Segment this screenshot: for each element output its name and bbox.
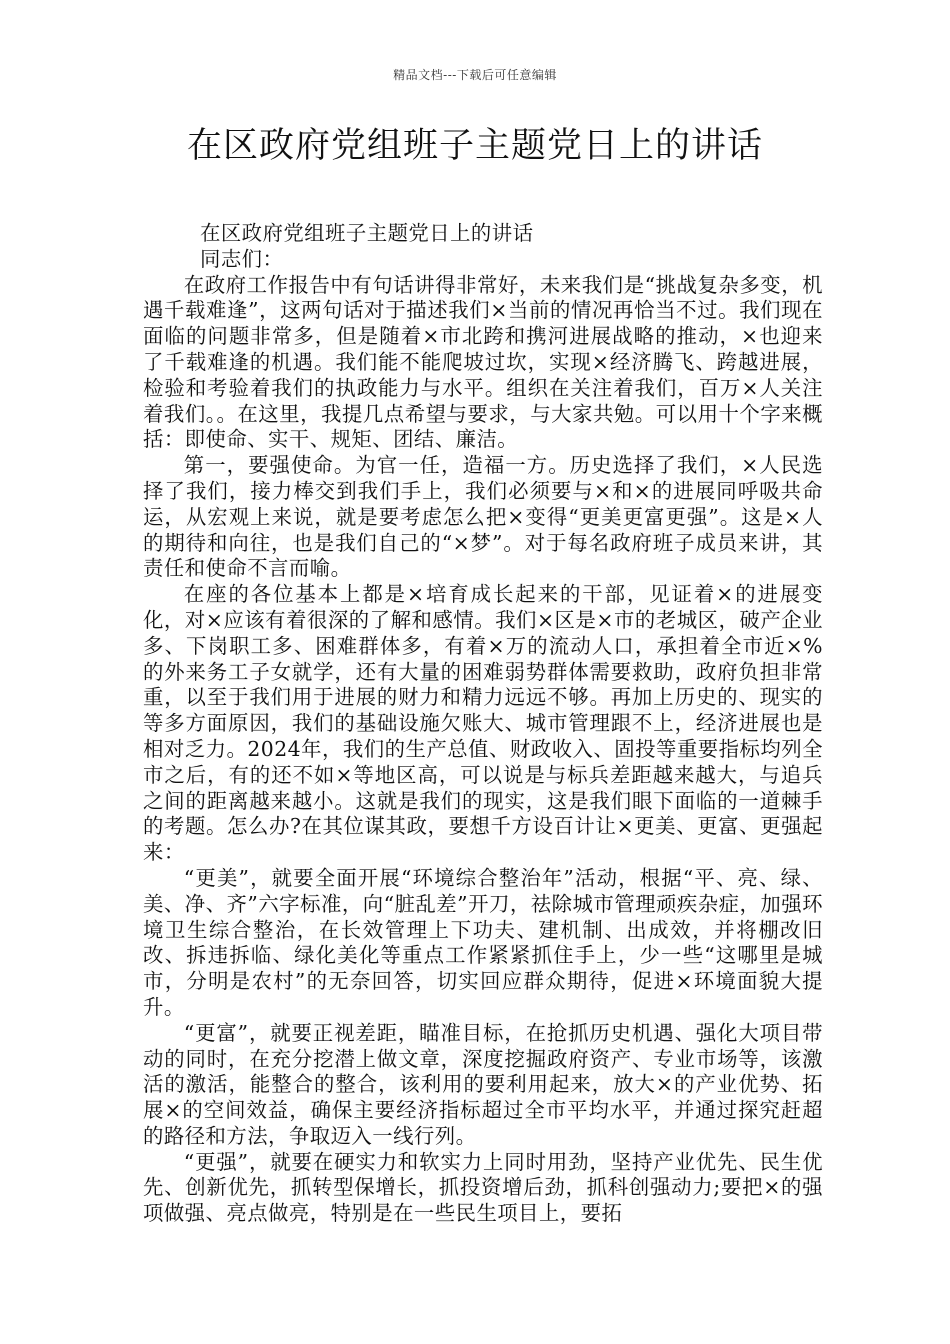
document-body [143, 221, 823, 1227]
paragraph: 第一，要强使命。为官一任，造福一方。历史选择了我们，×人民选择了我们，接力棒交到我们手上，我们必须要与×和×的进展同呼吸共命运，从宏观上来说，就是要考虑怎么把×变得“更美更富更强”。这是×人的期待和向往，也是我们自己的“×梦”。对于每名政府班子成员来讲，其责任和使命不言而喻。 [143, 453, 823, 581]
greeting: 同志们： [200, 246, 284, 271]
header-note: 精品文档---下载后可任意编辑 [393, 68, 557, 82]
document-title: 在区政府党组班子主题党日上的讲话 [186, 126, 763, 166]
paragraph: “更富”，就要正视差距，瞄准目标，在抢抓历史机遇、强化大项目带动的同时，在充分挖潜上做文章，深度挖掘政府资产、专业市场等，该激活的激活，能整合的整合，该利用的要利用起来，放大×的产业优势、拓展×的空间效益，确保主要经济指标超过全市平均水平，并通过探究赶超的路径和方法，争取迈入一线行列。 [143, 1020, 823, 1148]
paragraph: “更强”，就要在硬实力和软实力上同时用劲，坚持产业优先、民生优先、创新优先，抓转型保增长，抓投资增后劲，抓科创强动力;要把×的强项做强、亮点做亮，特别是在一些民生项目上，要拓 [143, 1149, 823, 1226]
paragraph: “更美”，就要全面开展“环境综合整治年”活动，根据“平、亮、绿、美、净、齐”六字标准，向“脏乱差”开刀，祛除城市管理顽疾杂症，加强环境卫生综合整治，在长效管理上下功夫、建机制、出成效，并将棚改旧改、拆违拆临、绿化美化等重点工作紧紧抓住手上，少一些“这哪里是城市，分明是农村”的无奈回答，切实回应群众期待，促进×环境面貌大提升。 [143, 865, 823, 1019]
paragraph: 在政府工作报告中有句话讲得非常好，未来我们是“挑战复杂多变，机遇千载难逢”，这两句话对于描述我们×当前的情况再恰当不过。我们现在面临的问题非常多，但是随着×市北跨和携河进展战略的推动，×也迎来了千载难逢的机遇。我们能不能爬坡过坎，实现×经济腾飞、跨越进展，检验和考验着我们的执政能力与水平。组织在关注着我们，百万×人关注着我们。。在这里，我提几点希望与要求，与大家共勉。可以用十个字来概括：即使命、实干、规矩、团结、廉洁。 [143, 272, 823, 452]
paragraph: 在座的各位基本上都是×培育成长起来的干部，见证着×的进展变化，对×应该有着很深的了解和感情。我们×区是×市的老城区，破产企业多、下岗职工多、困难群体多，有着×万的流动人口，承担着全市近×%的外来务工子女就学，还有大量的困难弱势群体需要救助，政府负担非常重，以至于我们用于进展的财力和精力远远不够。再加上历史的、现实的等多方面原因，我们的基础设施欠账大、城市管理跟不上，经济进展也是相对乏力。2024年，我们的生产总值、财政收入、固投等重要指标均列全市之后，有的还不如×等地区高，可以说是与标兵差距越来越大，与追兵之间的距离越来越小。这就是我们的现实，这是我们眼下面临的一道棘手的考题。怎么办?在其位谋其政，要想千方设百计让×更美、更富、更强起来： [143, 582, 823, 865]
body-subtitle: 在区政府党组班子主题党日上的讲话 [200, 221, 534, 245]
